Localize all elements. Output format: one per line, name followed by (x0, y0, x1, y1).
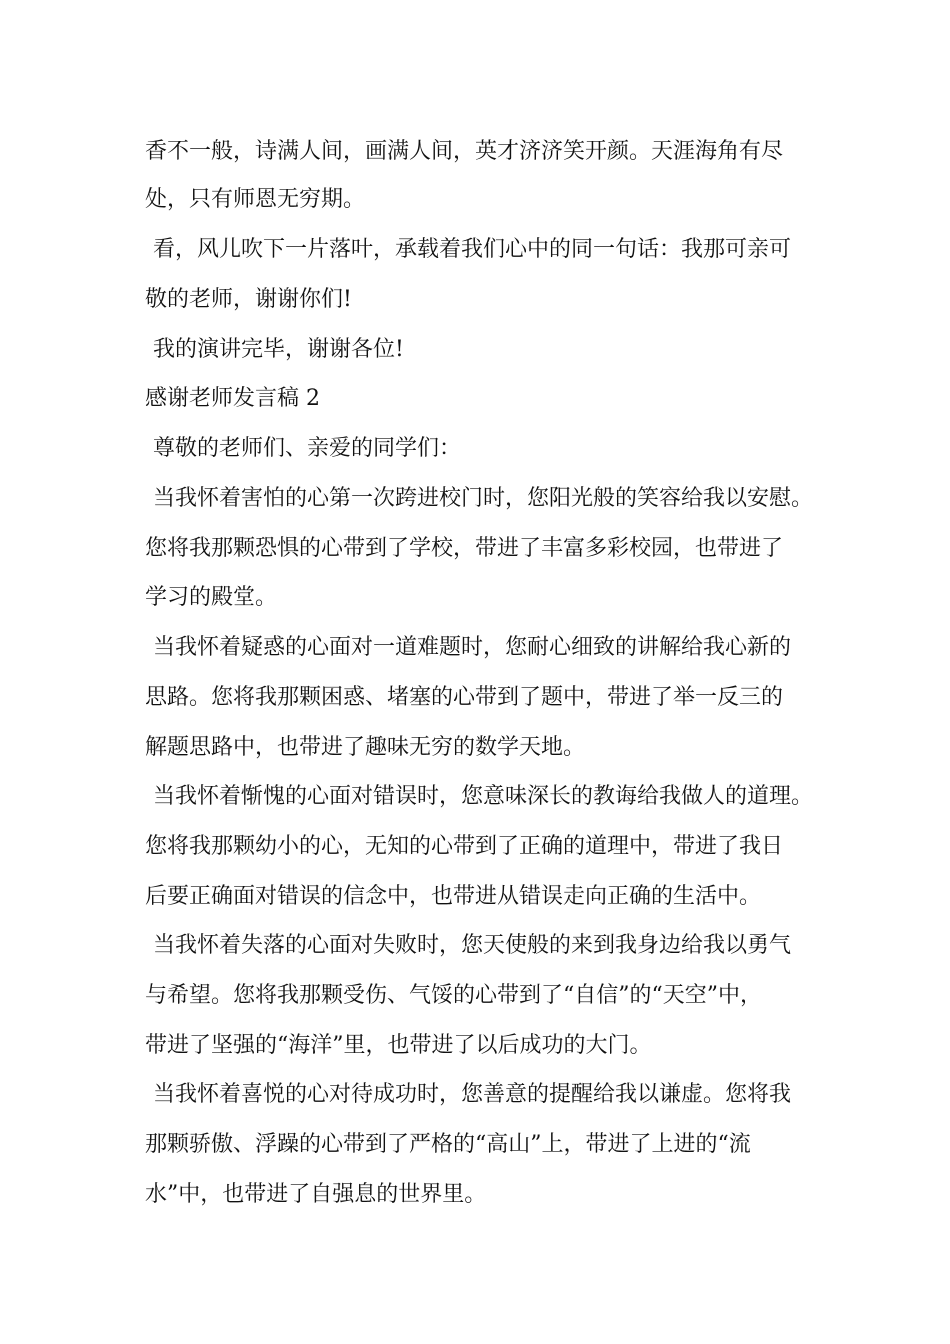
paragraph-line: 学习的殿堂。 (145, 585, 278, 610)
paragraph-line: 那颗骄傲、浮躁的心带到了严格的“高山”上，带进了上进的“流 (145, 1132, 751, 1157)
paragraph-line: 处，只有师恩无穷期。 (145, 187, 366, 212)
paragraph-line: 敬的老师，谢谢你们! (145, 287, 352, 312)
paragraph-line: 后要正确面对错误的信念中，也带进从错误走向正确的生活中。 (145, 884, 762, 909)
paragraph-line: 带进了坚强的“海洋”里，也带进了以后成功的大门。 (145, 1033, 652, 1058)
paragraph-line: 当我怀着喜悦的心对待成功时，您善意的提醒给我以谦虚。您将我 (153, 1082, 792, 1107)
paragraph-line: 思路。您将我那颗困惑、堵塞的心带到了题中，带进了举一反三的 (145, 685, 784, 710)
paragraph-line: 与希望。您将我那颗受伤、气馁的心带到了“自信”的“天空”中， (145, 983, 762, 1008)
section-heading: 感谢老师发言稿 2 (145, 386, 320, 411)
paragraph-line: 当我怀着失落的心面对失败时，您天使般的来到我身边给我以勇气 (153, 933, 792, 958)
paragraph-line: 解题思路中，也带进了趣味无穷的数学天地。 (145, 735, 586, 760)
paragraph-line: 看，风儿吹下一片落叶，承载着我们心中的同一句话：我那可亲可 (153, 237, 792, 262)
paragraph-line: 我的演讲完毕，谢谢各位! (153, 337, 404, 362)
paragraph-line: 您将我那颗幼小的心，无知的心带到了正确的道理中，带进了我日 (145, 834, 784, 859)
paragraph-line: 香不一般，诗满人间，画满人间，英才济济笑开颜。天涯海角有尽 (145, 139, 784, 164)
paragraph-line: 您将我那颗恐惧的心带到了学校，带进了丰富多彩校园，也带进了 (145, 536, 784, 561)
paragraph-line: 水”中，也带进了自强息的世界里。 (145, 1182, 487, 1207)
paragraph-line: 当我怀着疑惑的心面对一道难题时，您耐心细致的讲解给我心新的 (153, 635, 792, 660)
salutation-line: 尊敬的老师们、亲爱的同学们： (153, 436, 462, 461)
paragraph-line: 当我怀着害怕的心第一次跨进校门时，您阳光般的笑容给我以安慰。 (153, 486, 814, 511)
paragraph-line: 当我怀着惭愧的心面对错误时，您意味深长的教诲给我做人的道理。 (153, 784, 814, 809)
